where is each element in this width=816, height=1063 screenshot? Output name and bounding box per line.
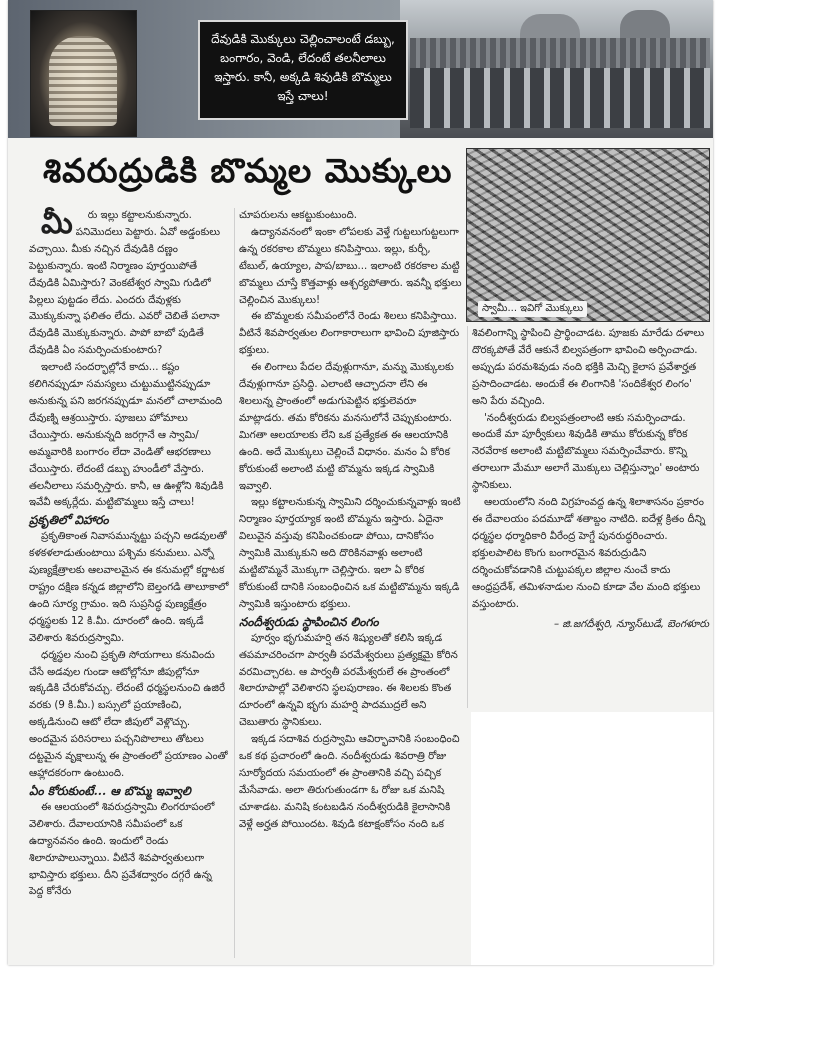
banner-blurb: దేవుడికి మొక్కులు చెల్లించాలంటే డబ్బు, బంగారం, వెండి, లేదంటే తలనీలాలు ఇస్తారు. కానీ, అక్కడి శివుడికి బొమ్మలు ఇస్తే చాలు! <box>198 20 408 120</box>
paragraph: ఇక్కడ సదాశివ రుద్రస్వామి ఆవిర్భావానికి సంబంధించి ఒక కథ ప్రచారంలో ఉంది. నందీశ్వరుడు శివరాత్రి రోజు సూర్యోదయ సమయంలో ఈ ప్రాంతానికి వచ్చి పచ్చిక మేసేవాడు. అలా తిరుగుతుండగా ఓ రోజు ఒక మనిషి చూశాడట. మనిషి కంటబడిన నందీశ్వరుడికి కైలాసానికి వెళ్లే అర్హత పోయిందట. శివుడి కటాక్షంకోసం నంది ఒక <box>239 734 460 830</box>
subheading: ప్రకృతిలో విహారం <box>29 513 109 528</box>
paragraph: ఉద్యానవనంలో ఇంకా లోపలకు వెళ్తే గుట్టలుగుట్టలుగా ఉన్న రకరకాల బొమ్మలు కనిపిస్తాయి. ఇల్లు, కుర్చీ, టేబుల్, ఉయ్యాల, పాప/బాబు... ఇలాంటి రకరకాల మట్టి బొమ్మలు చూస్తే కొత్తవాళ్లు ఆశ్చర్యపోతారు. ఇవన్నీ భక్తులు చెల్లించిన మొక్కులు! <box>239 226 462 306</box>
header-banner <box>8 0 713 138</box>
drop-cap: మీ <box>41 206 73 241</box>
blank-area <box>471 712 713 965</box>
article-column-2 <box>239 208 462 834</box>
paragraph: ఈ లింగాలు పేదల దేవుళ్లుగానూ, మన్ను మొక్కులకు దేవుళ్లుగానూ ప్రసిద్ధి. ఎలాంటి ఆచ్ఛాదనా లేని ఈ శిలలున్న ప్రాంతంలో అడుగుపెట్టిన భక్తులెవరూ మాట్లాడరు. తమ కోరికను మనసులోనే చెప్పుకుంటారు. మిగతా ఆలయాలకు లేని ఒక ప్రత్యేకత ఈ ఆలయానికి ఉంది. అదే మొక్కులు చెల్లించే విధానం. మనం ఏ కోరిక కోరుకుంటే అలాంటి మట్టి బొమ్మను ఇక్కడ స్వామికి ఇవ్వాలి. <box>239 362 454 492</box>
article-column-1 <box>29 208 229 901</box>
paragraph: శివలింగాన్ని స్థాపించి ప్రార్థించాడట. పూజకు మారేడు దళాలు దొరక్కపోతే వేరే ఆకునే బిల్వపత్రంగా భావించి అర్పించాడు. అప్పుడు పరమశివుడు నంది భక్తికి మెచ్చి కైలాస ప్రవేశార్హత ప్రసాదించాడట. అందుకే ఈ లింగానికి 'సందికేశ్వర లింగం' అని పేరు వచ్చింది. <box>472 328 705 407</box>
paragraph: ఈ బొమ్మలకు సమీపంలోనే రెండు శిలలు కనిపిస్తాయి. వీటినే శివపార్వతుల లింగాకారాలుగా భావించి పూజిస్తారు భక్తులు. <box>239 311 460 357</box>
paragraph: ధర్మస్థల నుంచి ప్రకృతి సోయగాలు కనువిందు చేసే అడవుల గుండా ఆటోల్లోనూ జీపుల్లోనూ ఇక్కడికి చేరుకోవచ్చు. లేదంటే ధర్మస్థలనుంచి ఉజిరే వరకు (9 కి.మీ.) బస్సులో ప్రయాణించి, అక్కడినుంచి ఆటో లేదా జీపులో వెళ్లొచ్చు. అందమైన పరిసరాలు పచ్చనిపొలాలు తోటలు దట్టమైన వృక్షాలున్న ఈ ప్రాంతంలో ప్రయాణం ఎంతో ఆహ్లాదకరంగా ఉంటుంది. <box>29 649 228 779</box>
photo-caption: స్వామీ... ఇవిగో మొక్కులు <box>478 301 587 317</box>
byline: – జి.జగదీశ్వరి, న్యూస్‌టుడే, బెంగళూరు <box>553 619 709 631</box>
newspaper-clipping <box>8 0 713 965</box>
paragraph: ప్రకృతికాంత నివాసమున్నట్టు పచ్చని అడవులతో కళకళలాడుతుంటాయి పశ్చిమ కనుమలు. ఎన్నో పుణ్యక్షేత్రాలకు ఆలవాలమైన ఈ కనుమల్లో కర్ణాటక రాష్ట్రం దక్షిణ కన్నడ జిల్లాలోని బెల్తంగడి తాలూకాలో ఉంది సూర్య గ్రామం. ఇది సుప్రసిద్ధ పుణ్యక్షేత్రం ధర్మస్థలకు 12 కి.మీ. దూరంలో ఉంది. ఇక్కడే వెలిశారు శివరుద్రస్వామి. <box>29 531 229 644</box>
temple-photo <box>400 0 713 138</box>
paragraph: మీ రు ఇల్లు కట్టాలనుకున్నారు. పనిమొదలు పెట్టారు. ఏవో అడ్డంకులు వచ్చాయి. మీకు నచ్చిన దేవుడికి దణ్ణం పెట్టుకున్నారు. ఇంటి నిర్మాణం పూర్తయిపోతే దేవుడికి ఏమిస్తారు? వెంకటేశ్వర స్వామి గుడిలో పిల్లలు పుట్టడం లేదు. ఎందరు దేవుళ్లకు మొక్కుకున్నా ఫలితం లేదు. ఎవరో చెబితే పలానా దేవుడికి మొక్కుకున్నారు. పాపో బాబో పుడితే దేవుడికి ఏం సమర్పించుకుంటారు? <box>29 206 221 357</box>
shiva-idol-photo <box>30 10 137 137</box>
paragraph: ఇల్లు కట్టాలనుకున్న స్వామిని దర్శించుకున్నవాళ్లు ఇంటి నిర్మాణం పూర్తయ్యాక ఇంటి బొమ్మను ఇస్తారు. ఏదైనా విలువైన వస్తువు కనిపించకుండా పోయి, దానికోసం స్వామికి మొక్కుకుని అది దొరికినవాళ్లు అలాంటి మట్టిబొమ్మనే మొక్కుగా చెల్లిస్తారు. ఇలా ఏ కోరిక కోరుకుంటే దానికి సంబంధించిన ఒక మట్టిబొమ్మను ఇక్కడి స్వామికి ఇస్తుంటారు భక్తులు. <box>239 497 461 610</box>
clay-dolls-photo <box>466 148 710 322</box>
subheading: ఏం కోరుకుంటే... ఆ బొమ్మ ఇవ్వాలి <box>29 783 191 798</box>
paragraph: చూపరులను ఆకట్టుకుంటుంది. <box>239 210 358 221</box>
paragraph: ఈ ఆలయంలో శివరుద్రస్వామి లింగరూపంలో వెలిశారు. దేవాలయానికి సమీపంలో ఒక ఉద్యానవనం ఉంది. ఇందులో రెండు శిలారూపాలున్నాయి. వీటినే శివపార్వతులుగా భావిస్తారు భక్తులు. దీని ప్రవేశద్వారం దగ్గరే ఉన్న పెద్ద కోనేరు <box>29 801 215 898</box>
subheading: నందీశ్వరుడు స్థాపించిన లింగం <box>239 614 379 629</box>
headline: శివరుద్రుడికి బొమ్మల మొక్కులు <box>43 151 453 190</box>
paragraph: పూర్వం భృగుమహర్షి తన శిష్యులతో కలిసి ఇక్కడ తపమాచరించగా పార్వతీ పరమేశ్వరులు ప్రత్యక్షమై కోరిన వరమిచ్చారట. ఆ పార్వతీ పరమేశ్వరులే ఈ ప్రాంతంలో శిలారూపాల్లో వెలిశారని స్థలపురాణం. ఈ శిలలకు కొంత దూరంలో ఉన్నవి భృగు మహర్షి పాదముద్రలే అని చెబుతారు స్థానికులు. <box>239 632 458 729</box>
column-divider <box>467 326 468 708</box>
paragraph: ఆలయంలోని నంది విగ్రహంవద్ద ఉన్న శిలాశాసనం ప్రకారం ఈ దేవాలయం పదమూడో శతాబ్దం నాటిది. ఐదేళ్ల క్రితం దీన్ని ధర్మస్థల ధర్మాధికారి వీరేంద్ర హెగ్డే పునరుద్ధరించారు. భక్తులపాలిట కొంగు బంగారమైన శివరుద్రుడిని దర్శించుకోవడానికి చుట్టుపక్కల జిల్లాల నుంచే కాదు ఆంధ్రప్రదేశ్, తమిళనాడుల నుంచి కూడా వేల మంది భక్తులు వస్తుంటారు. <box>472 497 706 610</box>
column-divider <box>234 208 235 958</box>
article-column-3 <box>472 326 709 634</box>
paragraph: 'నందీశ్వరుడు బిల్వపత్రంలాంటి ఆకు సమర్పించాడు. అందుకే మా పూర్వీకులు శివుడికి తాము కోరుకున్న కోరిక నెరవేరాక అలాంటి మట్టిబొమ్మలు సమర్పించేవారు. కొన్ని తరాలుగా మేమూ అలాగే మొక్కులు చెల్లిస్తున్నాం' అంటారు స్థానికులు. <box>472 412 700 492</box>
paragraph: ఇలాంటి సందర్భాల్లోనే కాదు... కష్టం కలిగినప్పుడూ సమస్యలు చుట్టుముట్టినప్పుడూ అనుకున్న పని జరగనప్పుడూ మనలో చాలామంది దేవుణ్ని ఆశ్రయిస్తారు. పూజలు హోమాలు చేయిస్తారు. అనుకున్నది జరగ్గానే ఆ స్వామి/అమ్మవారికి బంగారం లేదా వెండితో ఆభరణాలు చేయిస్తారు. లేదంటే డబ్బు హుండీలో వేస్తారు. తలనీలాలు సమర్పిస్తారు. కానీ, ఆ ఊళ్లోని శివుడికి ఇవేవీ అక్కర్లేదు. మట్టిబొమ్మలు ఇస్తే చాలు! <box>29 362 224 509</box>
